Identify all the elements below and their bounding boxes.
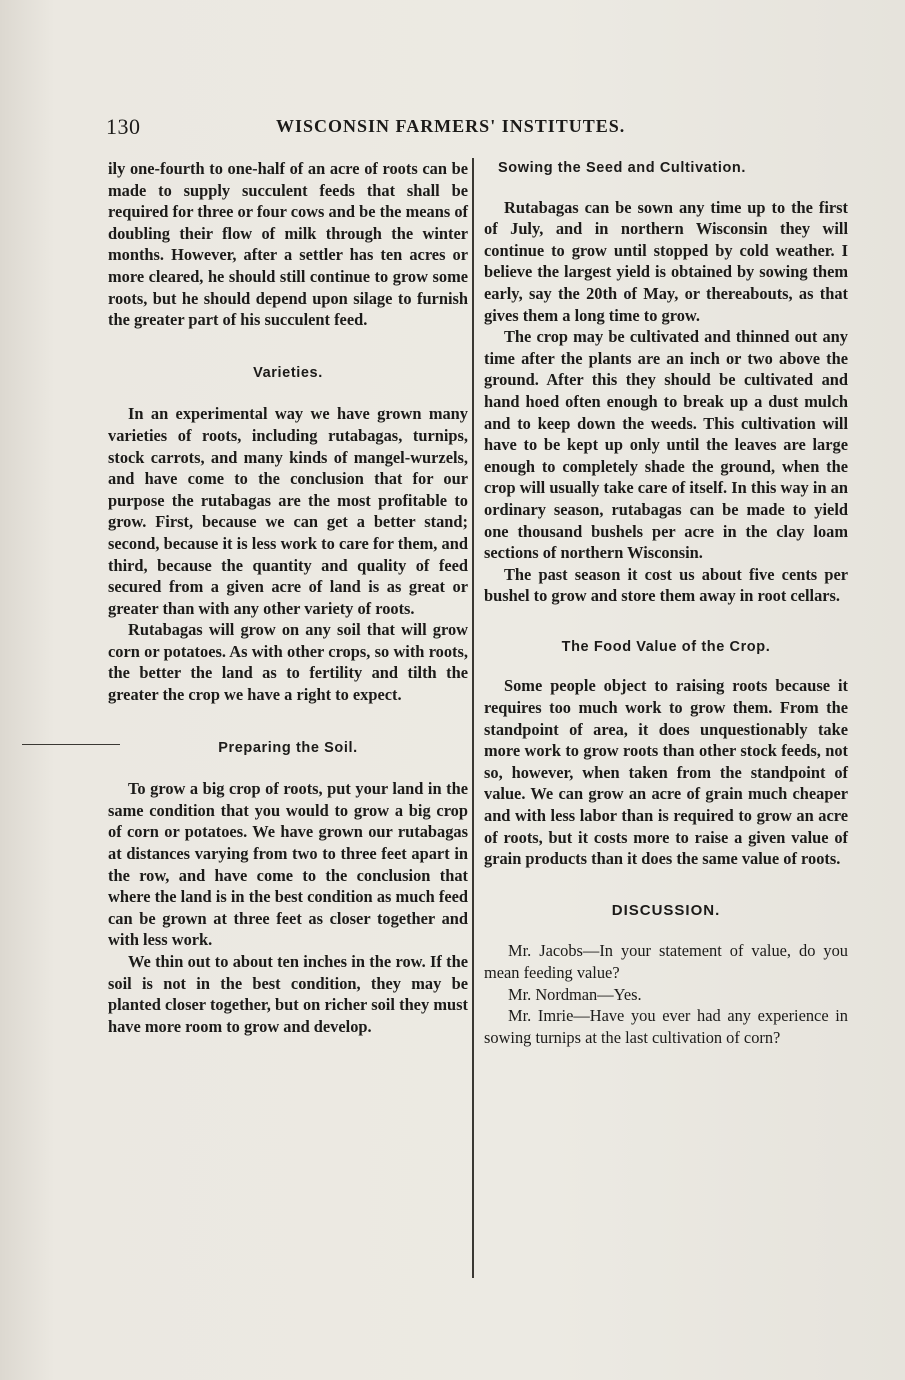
section-heading-food-value: The Food Value of the Crop. [561,638,771,655]
speech-text: —Yes. [597,984,642,1004]
paragraph: The crop may be cultivated and thinned out any time after the plants are an inch or two above the ground. After this they should be cultivated and hand hoed often enough to break up a dust mulch and to keep down the weeds. This cultivation will have to be kept up only until the leaves are large enough to completely shade the ground, when the crop will usually take care of itself. In this way in an ordinary season, rutabagas can be made to yield one thousand bushels per acre in the clay loam sections of northern Wisconsin. [484,327,848,563]
speaker-name: Mr. Imrie [508,1006,574,1026]
paragraph: To grow a big crop of roots, put your land in the same condition that you would to grow a big crop of corn or potatoes. We have grown our rutabagas at distances varying from two to three feet apart in the row, and have come to the conclusion that where the land is in the best condition as much feed can be grown at three feet as closer together and with less work. [108,779,468,950]
running-title: WISCONSIN FARMERS' INSTITUTES. [276,116,626,136]
paragraph: In an experimental way we have grown many varieties of roots, including rutabagas, turnips, stock carrots, and many kinds of mangel-wurzels, and have come to the conclusion that for our purpose the rutabagas are the most profitable to grow. First, because we can get a better stand; second, because it is less work to care for them, and third, because the quantity and quality of feed secured from a given acre of land is as great or greater than with any other variety of roots. [108,404,468,618]
margin-mark [22,744,120,745]
section-heading-sowing: Sowing the Seed and Cultivation. [498,160,746,176]
discussion-line [484,940,848,983]
paragraph: Rutabagas will grow on any soil that will grow corn or potatoes. As with other crops, so with roots, the better the land as to fertility and tilth the greater the crop we have a right to expect. [108,620,468,705]
page-number: 130 [106,114,141,139]
speaker-name: Mr. Nordman [508,984,598,1004]
section-heading-discussion: DISCUSSION. [611,901,721,919]
column-divider [472,158,474,1278]
speech-text: —Have you ever had any experience in sowing turnips at the last cultivation of corn? [484,1006,848,1047]
paragraph: Some people object to raising roots because it requires too much work to grow them. From the standpoint of area, it does unquestionably take more work to grow roots than other stock feeds, not so, however, when taken from the standpoint of value. We can grow an acre of grain much cheaper and with less labor than is required to grow an acre of roots, but it costs more to raise a given value of grain products than it does the same value of roots. [484,676,848,869]
right-column [484,158,848,1048]
speaker-name: Mr. Jacobs [508,941,583,961]
discussion-line [484,1005,848,1048]
paragraph: ily one-fourth to one-half of an acre of roots can be made to supply succulent feeds that shall be required for three or four cows and be the means of doubling their flow of milk through the winter months. However, after a settler has ten acres or more cleared, he should still continue to grow some roots, but he should depend upon silage to furnish the greater part of his succulent feed. [108,159,468,330]
section-heading-preparing-soil: Preparing the Soil. [218,739,358,756]
page-header [106,114,866,144]
discussion-line [484,984,848,1006]
paragraph: We thin out to about ten inches in the row. If the soil is not in the best condition, they may be planted closer together, but on richer soil they must have more room to grow and develop. [108,952,468,1036]
speech-text: —In your statement of value, do you mean feeding value? [484,941,848,982]
paragraph: The past season it cost us about five cents per bushel to grow and store them away in root cellars. [484,564,848,606]
paragraph: Rutabagas can be sown any time up to the first of July, and in northern Wisconsin they will continue to grow until stopped by cold weather. I believe the largest yield is obtained by sowing them early, say the 20th of May, or thereabouts, as that gives them a long time to grow. [484,197,848,325]
section-heading-varieties: Varieties. [253,364,323,381]
left-column [108,158,468,1037]
